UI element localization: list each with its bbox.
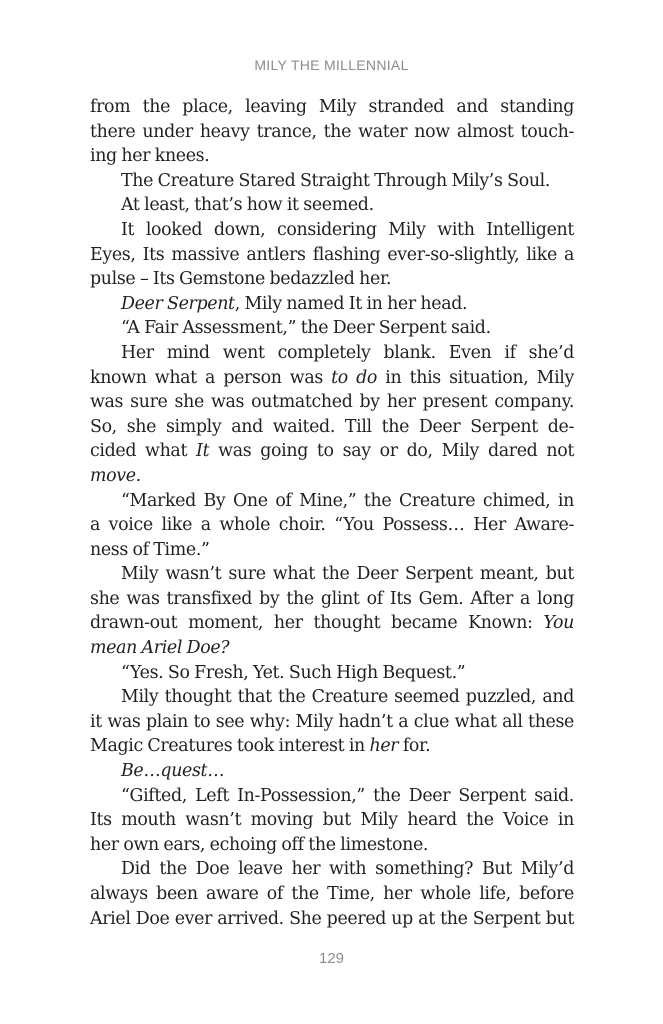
- text-line: At least, that’s how it seemed.: [121, 195, 374, 216]
- text-line: “Gifted, Left In-Possession,” the Deer Serpent said.: [121, 785, 574, 806]
- text-line: from the place, leaving Mily stranded and standing: [90, 97, 574, 117]
- text-line: always been aware of the Time, her whole life, before: [90, 884, 574, 904]
- text-line: she was transfixed by the glint of Its Gem. After a long: [90, 588, 574, 609]
- text-line: it was plain to see why: Mily hadn’t a clue what all these: [90, 711, 574, 732]
- text-line: Eyes, Its massive antlers flashing ever-so-slightly, like a: [90, 244, 574, 265]
- text-fragment: in this situation, Mily: [377, 367, 574, 388]
- text-line: was sure she was outmatched by her present company.: [90, 392, 574, 413]
- text-line: “A Fair Assessment,” the Deer Serpent said.: [121, 318, 491, 339]
- italic-phrase: move.: [90, 465, 141, 486]
- text-line: [90, 734, 574, 759]
- text-line: [90, 611, 574, 636]
- text-fragment: was going to say or do, Mily dared not: [209, 441, 574, 462]
- text-line: [90, 464, 574, 489]
- text-fragment: Magic Creatures took interest in: [90, 736, 370, 757]
- text-fragment: cided what: [90, 441, 197, 462]
- page-number: 129: [318, 950, 345, 967]
- text-line: “Marked By One of Mine,” the Creature chimed, in: [121, 490, 574, 511]
- text-line: ing her knees.: [90, 146, 210, 167]
- italic-phrase: Deer Serpent: [121, 293, 235, 314]
- text-line: Her mind went completely blank. Even if she’d: [121, 342, 574, 363]
- text-fragment: for.: [398, 736, 431, 757]
- italic-phrase: her: [369, 736, 399, 757]
- text-line: Its mouth wasn’t moving but Mily heard the Voice in: [90, 810, 574, 831]
- italic-phrase: mean Ariel Doe?: [90, 638, 230, 659]
- body-text: [90, 95, 574, 931]
- text-line: Did the Doe leave her with something? But Mily’d: [121, 859, 574, 880]
- text-line: [90, 292, 574, 317]
- text-line: So, she simply and waited. Till the Deer Serpent de-: [90, 416, 574, 437]
- text-line: Ariel Doe ever arrived. She peered up at the Serpent but: [90, 908, 574, 929]
- text-line: The Creature Stared Straight Through Mily’s Soul.: [121, 170, 551, 191]
- text-line: [90, 366, 574, 391]
- text-line: [90, 439, 574, 464]
- italic-phrase: You: [543, 613, 574, 634]
- text-line: It looked down, considering Mily with Intelligent: [121, 219, 574, 240]
- text-line: ness of Time.”: [90, 539, 210, 560]
- running-head: MILY THE MILLENNIAL: [254, 57, 409, 73]
- italic-phrase: Be…quest…: [121, 761, 225, 782]
- text-line: Mily wasn’t sure what the Deer Serpent meant, but: [121, 564, 574, 585]
- text-line: [90, 636, 574, 661]
- text-line: there under heavy trance, the water now almost touch-: [90, 121, 574, 142]
- text-fragment: , Mily named It in her head.: [234, 293, 468, 314]
- text-line: [90, 759, 574, 784]
- text-line: her own ears, echoing off the limestone.: [90, 834, 429, 855]
- text-line: a voice like a whole choir. “You Possess… Her Aware-: [90, 515, 574, 536]
- italic-phrase: to do: [331, 367, 378, 388]
- text-line: Mily thought that the Creature seemed puzzled, and: [121, 687, 574, 708]
- text-line: “Yes. So Fresh, Yet. Such High Bequest.”: [121, 662, 466, 683]
- italic-phrase: It: [196, 441, 210, 462]
- text-fragment: drawn-out moment, her thought became Known:: [90, 613, 544, 634]
- text-line: pulse – Its Gemstone bedazzled her.: [90, 269, 392, 290]
- text-fragment: known what a person was: [90, 367, 332, 388]
